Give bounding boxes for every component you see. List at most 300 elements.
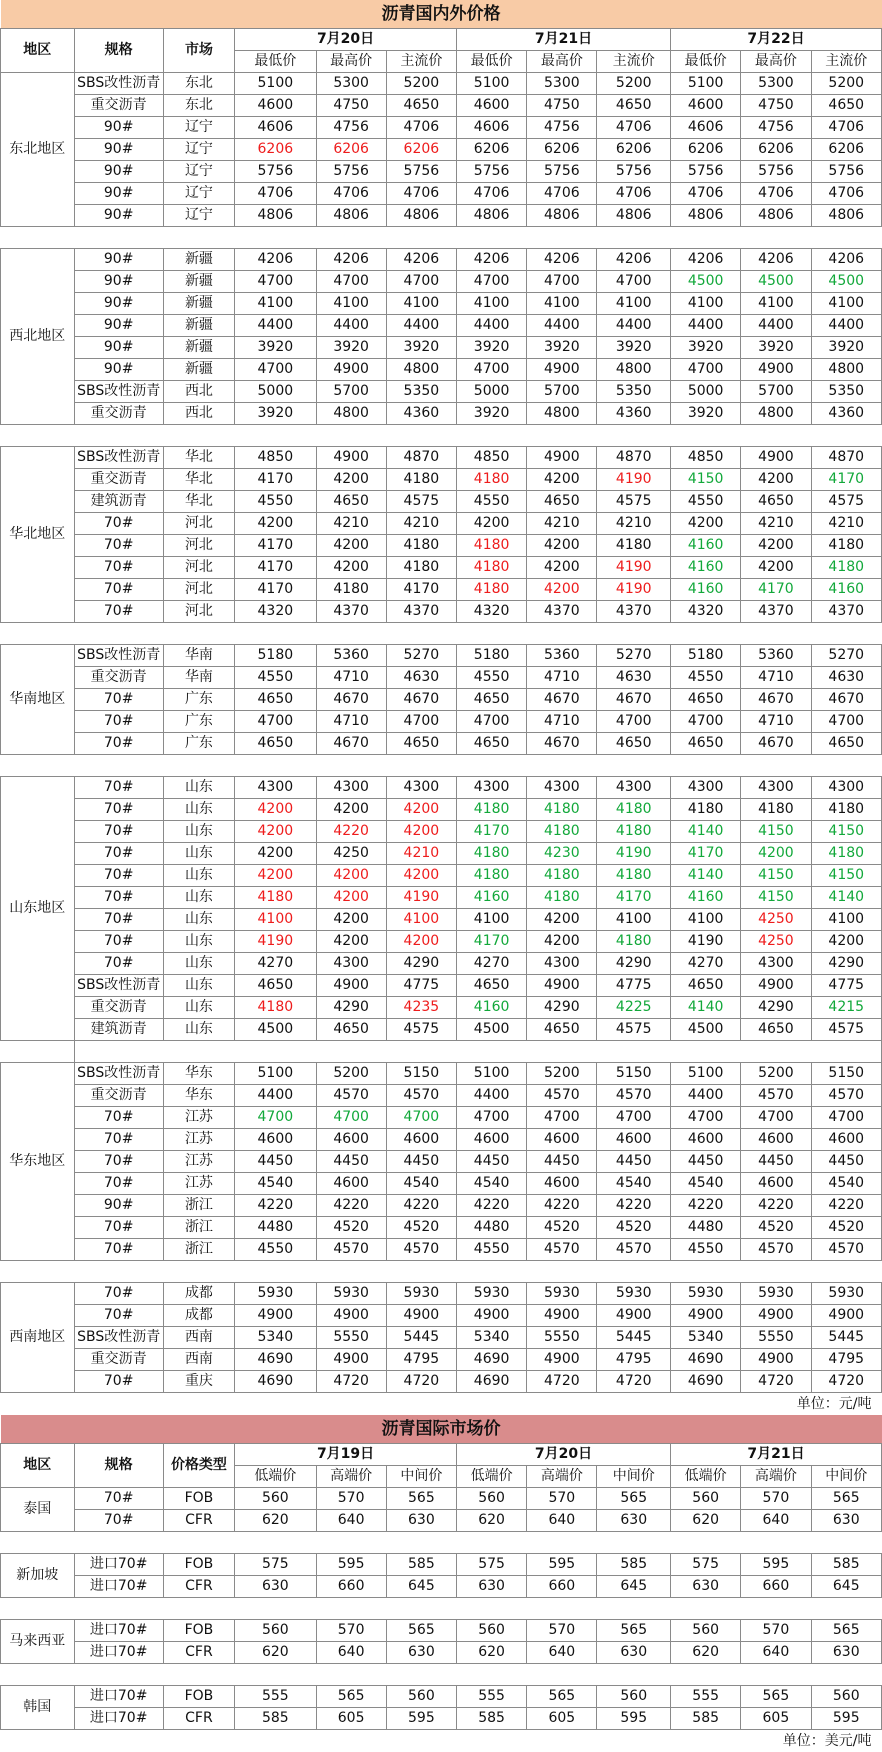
price-type-cell: CFR xyxy=(163,1708,234,1730)
spacer-cell xyxy=(1,1598,882,1620)
price-cell: 4650 xyxy=(316,491,386,513)
price-cell: 4100 xyxy=(597,909,671,931)
price-cell: 3920 xyxy=(811,337,882,359)
price-cell: 4900 xyxy=(527,1349,597,1371)
price-cell: 4690 xyxy=(235,1371,316,1393)
price-cell: 4700 xyxy=(671,711,741,733)
price-cell: 4210 xyxy=(527,513,597,535)
price-cell: 4160 xyxy=(671,579,741,601)
price-cell: 4200 xyxy=(527,579,597,601)
price-cell: 4550 xyxy=(671,667,741,689)
price-cell: 4200 xyxy=(386,931,456,953)
market-cell: 广东 xyxy=(163,733,234,755)
spacer-row xyxy=(1,755,882,777)
price-cell: 4700 xyxy=(527,1107,597,1129)
price-cell: 4650 xyxy=(741,1019,811,1041)
price-cell: 4806 xyxy=(316,205,386,227)
table-row xyxy=(1,1019,882,1041)
market-cell: 山东 xyxy=(163,799,234,821)
table-row xyxy=(1,1063,882,1085)
subheader-price: 最低价 xyxy=(671,51,741,73)
spec-cell: 重交沥青 xyxy=(74,997,163,1019)
table-row xyxy=(1,139,882,161)
spec-cell: 70# xyxy=(74,777,163,799)
price-cell: 4200 xyxy=(316,469,386,491)
price-cell: 4520 xyxy=(597,1217,671,1239)
price-cell: 4690 xyxy=(671,1371,741,1393)
table-row xyxy=(1,117,882,139)
price-cell: 4100 xyxy=(456,293,526,315)
price-cell: 4450 xyxy=(316,1151,386,1173)
price-cell: 4100 xyxy=(235,293,316,315)
spec-cell: 重交沥青 xyxy=(74,667,163,689)
price-cell: 4210 xyxy=(741,513,811,535)
price-cell: 5340 xyxy=(456,1327,526,1349)
spec-cell: 70# xyxy=(74,1371,163,1393)
spec-cell: SBS改性沥青 xyxy=(74,381,163,403)
price-cell: 4170 xyxy=(235,579,316,601)
price-cell: 4206 xyxy=(456,249,526,271)
price-cell: 4540 xyxy=(456,1173,526,1195)
price-cell: 5200 xyxy=(741,1063,811,1085)
price-cell: 4710 xyxy=(527,711,597,733)
market-cell: 山东 xyxy=(163,865,234,887)
price-cell: 4520 xyxy=(316,1217,386,1239)
price-cell: 4800 xyxy=(316,403,386,425)
price-cell: 4806 xyxy=(386,205,456,227)
price-cell: 570 xyxy=(527,1488,597,1510)
price-cell: 4570 xyxy=(741,1085,811,1107)
price-cell: 4180 xyxy=(235,887,316,909)
price-cell: 560 xyxy=(597,1686,671,1708)
subheader-price: 高端价 xyxy=(741,1466,811,1488)
price-cell: 585 xyxy=(811,1554,882,1576)
price-cell: 570 xyxy=(741,1620,811,1642)
price-cell: 4575 xyxy=(386,1019,456,1041)
price-cell: 620 xyxy=(235,1510,316,1532)
price-cell: 5930 xyxy=(597,1283,671,1305)
market-cell: 山东 xyxy=(163,887,234,909)
market-cell: 辽宁 xyxy=(163,139,234,161)
price-cell: 4400 xyxy=(811,315,882,337)
price-cell: 4700 xyxy=(235,1107,316,1129)
market-cell: 辽宁 xyxy=(163,183,234,205)
price-cell: 645 xyxy=(597,1576,671,1598)
price-cell: 595 xyxy=(527,1554,597,1576)
price-cell: 565 xyxy=(597,1488,671,1510)
price-cell: 4756 xyxy=(316,117,386,139)
price-cell: 4200 xyxy=(316,887,386,909)
spec-cell: SBS改性沥青 xyxy=(74,645,163,667)
price-cell: 4100 xyxy=(386,909,456,931)
price-cell: 630 xyxy=(597,1642,671,1664)
price-cell: 4400 xyxy=(316,315,386,337)
price-cell: 6206 xyxy=(235,139,316,161)
price-cell: 4570 xyxy=(741,1239,811,1261)
price-cell: 4570 xyxy=(597,1239,671,1261)
price-cell: 4600 xyxy=(741,1129,811,1151)
market-cell: 山东 xyxy=(163,777,234,799)
spacer-cell xyxy=(1,623,882,645)
price-cell: 4600 xyxy=(811,1129,882,1151)
spec-cell: 进口70# xyxy=(74,1620,163,1642)
price-cell: 605 xyxy=(527,1708,597,1730)
price-cell: 4700 xyxy=(597,271,671,293)
price-cell: 4180 xyxy=(811,535,882,557)
price-cell: 4550 xyxy=(671,1239,741,1261)
price-cell: 4200 xyxy=(316,535,386,557)
subheader-price: 低端价 xyxy=(235,1466,316,1488)
price-cell: 4100 xyxy=(671,293,741,315)
price-cell: 4706 xyxy=(386,117,456,139)
price-cell: 4220 xyxy=(235,1195,316,1217)
price-cell: 4180 xyxy=(456,579,526,601)
price-cell: 4480 xyxy=(671,1217,741,1239)
price-cell: 4370 xyxy=(386,601,456,623)
price-cell: 4300 xyxy=(741,777,811,799)
price-cell: 4700 xyxy=(671,359,741,381)
price-cell: 585 xyxy=(386,1554,456,1576)
price-cell: 5200 xyxy=(597,73,671,95)
price-cell: 4650 xyxy=(671,733,741,755)
region-name: 山东地区 xyxy=(1,777,75,1041)
price-cell: 4650 xyxy=(671,689,741,711)
price-cell: 4100 xyxy=(811,909,882,931)
price-cell: 4200 xyxy=(235,865,316,887)
price-cell: 660 xyxy=(316,1576,386,1598)
price-cell: 570 xyxy=(741,1488,811,1510)
price-cell: 640 xyxy=(316,1510,386,1532)
price-cell: 4206 xyxy=(597,249,671,271)
price-cell: 5100 xyxy=(235,1063,316,1085)
price-cell: 4170 xyxy=(386,579,456,601)
section-title-row xyxy=(1,0,882,29)
price-cell: 605 xyxy=(741,1708,811,1730)
price-cell: 5700 xyxy=(741,381,811,403)
price-cell: 4570 xyxy=(811,1085,882,1107)
price-cell: 5445 xyxy=(597,1327,671,1349)
table-row xyxy=(1,1686,882,1708)
header-date: 7月20日 xyxy=(456,1444,670,1466)
price-cell: 4706 xyxy=(456,183,526,205)
price-cell: 4100 xyxy=(456,909,526,931)
price-type-cell: FOB xyxy=(163,1686,234,1708)
price-cell: 4190 xyxy=(597,843,671,865)
price-cell: 4400 xyxy=(671,1085,741,1107)
price-cell: 4250 xyxy=(741,909,811,931)
price-cell: 5550 xyxy=(316,1327,386,1349)
header-date: 7月21日 xyxy=(671,1444,882,1466)
price-cell: 640 xyxy=(527,1510,597,1532)
price-cell: 4670 xyxy=(386,689,456,711)
price-cell: 4180 xyxy=(456,557,526,579)
price-cell: 4200 xyxy=(235,821,316,843)
price-cell: 4400 xyxy=(235,1085,316,1107)
price-cell: 5445 xyxy=(386,1327,456,1349)
price-cell: 4600 xyxy=(235,1129,316,1151)
price-cell: 4570 xyxy=(811,1239,882,1261)
price-cell: 620 xyxy=(456,1642,526,1664)
price-cell: 5930 xyxy=(671,1283,741,1305)
table-row xyxy=(1,337,882,359)
price-cell: 4540 xyxy=(811,1173,882,1195)
spec-cell: 70# xyxy=(74,733,163,755)
price-cell: 4800 xyxy=(741,403,811,425)
price-cell: 4180 xyxy=(597,821,671,843)
spec-cell: 90# xyxy=(74,183,163,205)
spec-cell: 重交沥青 xyxy=(74,95,163,117)
price-cell: 3920 xyxy=(456,403,526,425)
price-cell: 4700 xyxy=(456,1107,526,1129)
spec-cell: 70# xyxy=(74,579,163,601)
spacer-row xyxy=(1,1261,882,1283)
price-cell: 620 xyxy=(671,1510,741,1532)
price-cell: 575 xyxy=(235,1554,316,1576)
price-cell: 4180 xyxy=(386,535,456,557)
price-cell: 4700 xyxy=(316,1107,386,1129)
price-cell: 4100 xyxy=(671,909,741,931)
price-cell: 4150 xyxy=(741,821,811,843)
price-cell: 4235 xyxy=(386,997,456,1019)
price-cell: 4700 xyxy=(456,271,526,293)
price-cell: 4690 xyxy=(456,1371,526,1393)
market-cell: 华北 xyxy=(163,447,234,469)
region-name: 东北地区 xyxy=(1,73,75,227)
spec-cell: 70# xyxy=(74,843,163,865)
price-cell: 4210 xyxy=(811,513,882,535)
price-cell: 4180 xyxy=(741,799,811,821)
price-cell: 4650 xyxy=(316,1019,386,1041)
price-cell: 4180 xyxy=(811,799,882,821)
spec-cell: 70# xyxy=(74,799,163,821)
header-row xyxy=(1,29,882,51)
price-cell: 4100 xyxy=(811,293,882,315)
region-name: 韩国 xyxy=(1,1686,75,1730)
spec-cell: 70# xyxy=(74,711,163,733)
price-cell: 4500 xyxy=(671,1019,741,1041)
spec-cell: 90# xyxy=(74,359,163,381)
price-cell: 5756 xyxy=(597,161,671,183)
region-name: 新加坡 xyxy=(1,1554,75,1598)
price-cell: 5930 xyxy=(386,1283,456,1305)
table-row xyxy=(1,601,882,623)
price-cell: 560 xyxy=(456,1620,526,1642)
price-cell: 4180 xyxy=(235,997,316,1019)
table-row xyxy=(1,1708,882,1730)
price-cell: 575 xyxy=(671,1554,741,1576)
price-cell: 660 xyxy=(527,1576,597,1598)
table-row xyxy=(1,293,882,315)
price-cell: 4230 xyxy=(527,843,597,865)
spec-cell: 70# xyxy=(74,689,163,711)
price-cell: 4720 xyxy=(741,1371,811,1393)
table-row xyxy=(1,909,882,931)
price-cell: 4806 xyxy=(671,205,741,227)
price-cell: 4250 xyxy=(316,843,386,865)
price-cell: 5350 xyxy=(811,381,882,403)
spec-cell: 70# xyxy=(74,1217,163,1239)
price-cell: 6206 xyxy=(671,139,741,161)
price-cell: 4550 xyxy=(235,1239,316,1261)
header-date: 7月22日 xyxy=(671,29,882,51)
table-row xyxy=(1,1173,882,1195)
price-cell: 4100 xyxy=(386,293,456,315)
spec-cell: 重交沥青 xyxy=(74,1349,163,1371)
table-row xyxy=(1,73,882,95)
price-cell: 4756 xyxy=(741,117,811,139)
price-cell: 4706 xyxy=(235,183,316,205)
price-cell: 4160 xyxy=(811,579,882,601)
price-cell: 4540 xyxy=(386,1173,456,1195)
price-cell: 4200 xyxy=(527,535,597,557)
price-cell: 4160 xyxy=(671,557,741,579)
table-row xyxy=(1,205,882,227)
price-cell: 4300 xyxy=(597,777,671,799)
table-row xyxy=(1,1371,882,1393)
market-cell: 河北 xyxy=(163,601,234,623)
price-cell: 4800 xyxy=(597,359,671,381)
price-cell: 4290 xyxy=(597,953,671,975)
price-cell: 4600 xyxy=(316,1173,386,1195)
table-row xyxy=(1,1195,882,1217)
price-cell: 5930 xyxy=(235,1283,316,1305)
price-cell: 565 xyxy=(527,1686,597,1708)
price-cell: 5756 xyxy=(527,161,597,183)
table-row xyxy=(1,689,882,711)
price-cell: 4200 xyxy=(235,513,316,535)
price-cell: 4720 xyxy=(811,1371,882,1393)
market-cell: 江苏 xyxy=(163,1173,234,1195)
price-cell: 4450 xyxy=(597,1151,671,1173)
market-cell: 辽宁 xyxy=(163,161,234,183)
table-row xyxy=(1,403,882,425)
price-cell: 585 xyxy=(597,1554,671,1576)
region-name: 西北地区 xyxy=(1,249,75,425)
price-cell: 4300 xyxy=(386,777,456,799)
market-cell: 山东 xyxy=(163,997,234,1019)
table-row xyxy=(1,535,882,557)
price-cell: 4190 xyxy=(597,557,671,579)
subheader-price: 中间价 xyxy=(811,1466,882,1488)
header-region: 地区 xyxy=(1,1444,75,1488)
market-cell: 华北 xyxy=(163,469,234,491)
price-cell: 620 xyxy=(671,1642,741,1664)
price-cell: 4806 xyxy=(235,205,316,227)
spec-cell: 70# xyxy=(74,557,163,579)
price-cell: 4200 xyxy=(811,931,882,953)
spec-cell: 90# xyxy=(74,205,163,227)
price-cell: 4150 xyxy=(811,865,882,887)
subheader-price: 主流价 xyxy=(811,51,882,73)
market-cell: 辽宁 xyxy=(163,205,234,227)
price-cell: 5340 xyxy=(235,1327,316,1349)
table-row xyxy=(1,667,882,689)
price-cell: 4650 xyxy=(235,975,316,997)
price-cell: 4200 xyxy=(527,931,597,953)
table-row xyxy=(1,843,882,865)
price-cell: 4180 xyxy=(527,887,597,909)
spec-cell: 70# xyxy=(74,953,163,975)
price-cell: 4700 xyxy=(671,1107,741,1129)
price-cell: 5100 xyxy=(671,1063,741,1085)
region-name: 华北地区 xyxy=(1,447,75,623)
price-cell: 4806 xyxy=(597,205,671,227)
table-row xyxy=(1,579,882,601)
price-cell: 4200 xyxy=(386,865,456,887)
price-cell: 4600 xyxy=(316,1129,386,1151)
price-cell: 4210 xyxy=(386,843,456,865)
price-cell: 4700 xyxy=(386,271,456,293)
price-cell: 640 xyxy=(741,1642,811,1664)
price-cell: 5180 xyxy=(456,645,526,667)
spec-cell: 进口70# xyxy=(74,1686,163,1708)
price-cell: 4550 xyxy=(671,491,741,513)
price-cell: 4100 xyxy=(527,293,597,315)
price-cell: 4706 xyxy=(741,183,811,205)
price-cell: 4575 xyxy=(597,491,671,513)
spec-cell: 进口70# xyxy=(74,1576,163,1598)
market-cell: 成都 xyxy=(163,1283,234,1305)
price-cell: 4300 xyxy=(456,777,526,799)
price-cell: 4170 xyxy=(235,557,316,579)
price-cell: 3920 xyxy=(235,403,316,425)
price-cell: 4400 xyxy=(527,315,597,337)
price-cell: 3920 xyxy=(597,337,671,359)
market-cell: 山东 xyxy=(163,975,234,997)
price-cell: 4706 xyxy=(386,183,456,205)
table-row xyxy=(1,161,882,183)
price-cell: 4706 xyxy=(597,183,671,205)
price-cell: 4870 xyxy=(386,447,456,469)
price-cell: 4200 xyxy=(527,469,597,491)
price-cell: 4500 xyxy=(235,1019,316,1041)
price-cell: 5270 xyxy=(597,645,671,667)
price-cell: 4160 xyxy=(671,535,741,557)
price-cell: 4300 xyxy=(527,953,597,975)
subheader-price: 主流价 xyxy=(386,51,456,73)
price-cell: 3920 xyxy=(671,403,741,425)
table-row xyxy=(1,1349,882,1371)
price-cell: 4650 xyxy=(671,975,741,997)
price-cell: 4100 xyxy=(316,293,386,315)
price-cell: 4200 xyxy=(671,513,741,535)
market-cell: 西南 xyxy=(163,1349,234,1371)
price-cell: 5100 xyxy=(671,73,741,95)
price-cell: 4225 xyxy=(597,997,671,1019)
market-cell: 江苏 xyxy=(163,1107,234,1129)
price-cell: 4520 xyxy=(527,1217,597,1239)
spec-cell: 70# xyxy=(74,909,163,931)
price-cell: 4850 xyxy=(235,447,316,469)
price-cell: 4600 xyxy=(597,1129,671,1151)
price-cell: 3920 xyxy=(741,337,811,359)
spec-cell: 建筑沥青 xyxy=(74,491,163,513)
price-cell: 4650 xyxy=(527,1019,597,1041)
price-cell: 4200 xyxy=(741,557,811,579)
price-cell: 5340 xyxy=(671,1327,741,1349)
spec-cell: 90# xyxy=(74,117,163,139)
price-cell: 4650 xyxy=(811,95,882,117)
table-row xyxy=(1,865,882,887)
price-cell: 5180 xyxy=(671,645,741,667)
price-cell: 4220 xyxy=(597,1195,671,1217)
table-row xyxy=(1,1283,882,1305)
market-cell: 华北 xyxy=(163,491,234,513)
spacer-row xyxy=(1,1664,882,1686)
price-cell: 4900 xyxy=(456,1305,526,1327)
price-cell: 4450 xyxy=(456,1151,526,1173)
price-cell: 4700 xyxy=(741,1107,811,1129)
